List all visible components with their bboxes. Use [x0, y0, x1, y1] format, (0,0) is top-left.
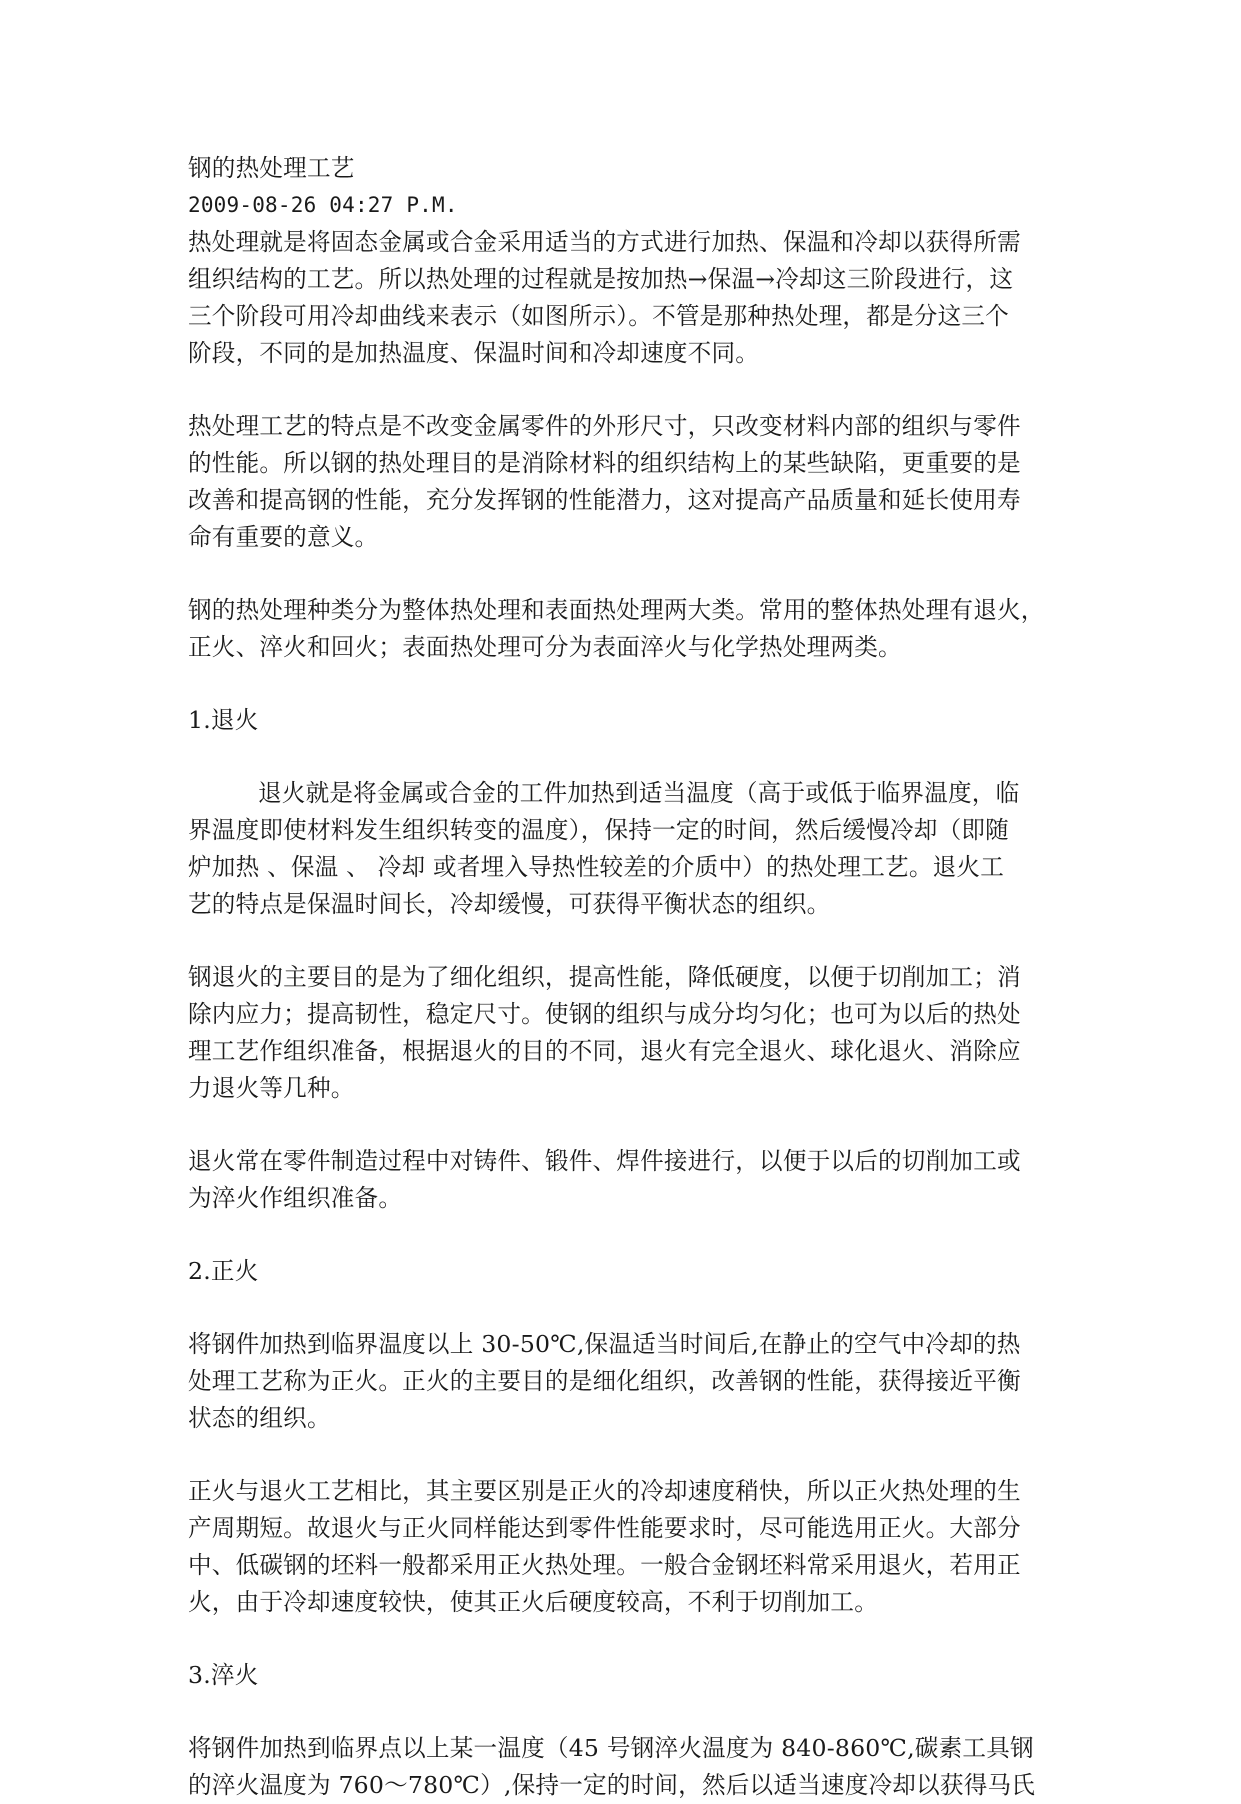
paragraph-annealing-purpose	[188, 959, 1060, 1107]
paragraph-spacer	[188, 556, 1060, 592]
paragraph-line: 除内应力；提高韧性，稳定尺寸。使钢的组织与成分均匀化；也可为以后的热处	[188, 1000, 1021, 1028]
paragraph-annealing-definition	[188, 775, 1060, 923]
paragraph-spacer	[188, 1290, 1060, 1326]
paragraph-line: 退火常在零件制造过程中对铸件、锻件、焊件接进行，以便于以后的切削加工或	[188, 1147, 1021, 1175]
paragraph-line: 的性能。所以钢的热处理目的是消除材料的组织结构上的某些缺陷，更重要的是	[188, 449, 1021, 477]
paragraph-line: 热处理就是将固态金属或合金采用适当的方式进行加热、保温和冷却以获得所需	[188, 228, 1021, 256]
paragraph-line: 炉加热 、保温 、 冷却 或者埋入导热性较差的介质中）的热处理工艺。退火工	[188, 853, 1004, 881]
paragraph-normalizing-definition	[188, 1326, 1060, 1437]
paragraph-line: 将钢件加热到临界温度以上 30-50℃,保温适当时间后,在静止的空气中冷却的热	[188, 1330, 1021, 1358]
paragraph-line: 命有重要的意义。	[188, 523, 379, 551]
paragraph-spacer	[188, 1694, 1060, 1730]
document-body	[188, 150, 1060, 1804]
paragraph-line: 状态的组织。	[188, 1404, 331, 1432]
paragraph-line: 中、低碳钢的坯料一般都采用正火热处理。一般合金钢坯料常采用退火，若用正	[188, 1551, 1021, 1579]
paragraph-line: 正火、淬火和回火；表面热处理可分为表面淬火与化学热处理两类。	[188, 633, 902, 661]
paragraph-line: 正火与退火工艺相比，其主要区别是正火的冷却速度稍快，所以正火热处理的生	[188, 1477, 1021, 1505]
paragraph-line: 阶段，不同的是加热温度、保温时间和冷却速度不同。	[188, 339, 760, 367]
paragraph-spacer	[188, 1217, 1060, 1253]
paragraph-line: 将钢件加热到临界点以上某一温度（45 号钢淬火温度为 840-860℃,碳素工具钢	[188, 1734, 1034, 1762]
document-title: 钢的热处理工艺	[188, 154, 355, 182]
paragraph-line: 处理工艺称为正火。正火的主要目的是细化组织，改善钢的性能，获得接近平衡	[188, 1367, 1021, 1395]
paragraph-normalizing-comparison	[188, 1473, 1060, 1621]
section-heading-annealing: 1.退火	[188, 706, 259, 734]
paragraph-line: 火，由于冷却速度较快，使其正火后硬度较高，不利于切削加工。	[188, 1588, 879, 1616]
paragraph-line: 三个阶段可用冷却曲线来表示（如图所示）。不管是那种热处理，都是分这三个	[188, 302, 1009, 330]
paragraph-line: 退火就是将金属或合金的工件加热到适当温度（高于或低于临界温度，临	[258, 779, 1020, 807]
paragraph-line: 力退火等几种。	[188, 1074, 355, 1102]
paragraph-line: 艺的特点是保温时间长，冷却缓慢，可获得平衡状态的组织。	[188, 890, 831, 918]
paragraph-types	[188, 592, 1060, 666]
section-heading-normalizing: 2.正火	[188, 1257, 259, 1285]
section-heading-quenching: 3.淬火	[188, 1661, 259, 1689]
paragraph-spacer	[188, 739, 1060, 775]
paragraph-quenching-definition	[188, 1730, 1060, 1804]
paragraph-spacer	[188, 666, 1060, 702]
paragraph-line: 组织结构的工艺。所以热处理的过程就是按加热→保温→冷却这三阶段进行，这	[188, 265, 1014, 293]
paragraph-line: 为淬火作组织准备。	[188, 1184, 403, 1212]
paragraph-annealing-usage	[188, 1143, 1060, 1217]
paragraph-spacer	[188, 1621, 1060, 1657]
paragraph-spacer	[188, 1437, 1060, 1473]
paragraph-line: 热处理工艺的特点是不改变金属零件的外形尺寸，只改变材料内部的组织与零件	[188, 412, 1021, 440]
paragraph-line: 改善和提高钢的性能，充分发挥钢的性能潜力，这对提高产品质量和延长使用寿	[188, 486, 1021, 514]
paragraph-spacer	[188, 923, 1060, 959]
paragraph-line: 理工艺作组织准备，根据退火的目的不同，退火有完全退火、球化退火、消除应	[188, 1037, 1021, 1065]
paragraph-spacer	[188, 1107, 1060, 1143]
document-datetime: 2009-08-26 04:27 P.M.	[188, 193, 458, 217]
paragraph-line: 钢的热处理种类分为整体热处理和表面热处理两大类。常用的整体热处理有退火，	[188, 596, 1045, 624]
paragraph-characteristics	[188, 408, 1060, 556]
paragraph-spacer	[188, 372, 1060, 408]
paragraph-intro	[188, 224, 1060, 372]
paragraph-line: 钢退火的主要目的是为了细化组织，提高性能，降低硬度，以便于切削加工；消	[188, 963, 1021, 991]
paragraph-line: 的淬火温度为 760～780℃）,保持一定的时间，然后以适当速度冷却以获得马氏	[188, 1771, 1036, 1799]
paragraph-line: 产周期短。故退火与正火同样能达到零件性能要求时，尽可能选用正火。大部分	[188, 1514, 1021, 1542]
paragraph-line: 界温度即使材料发生组织转变的温度），保持一定的时间，然后缓慢冷却（即随	[188, 816, 1009, 844]
